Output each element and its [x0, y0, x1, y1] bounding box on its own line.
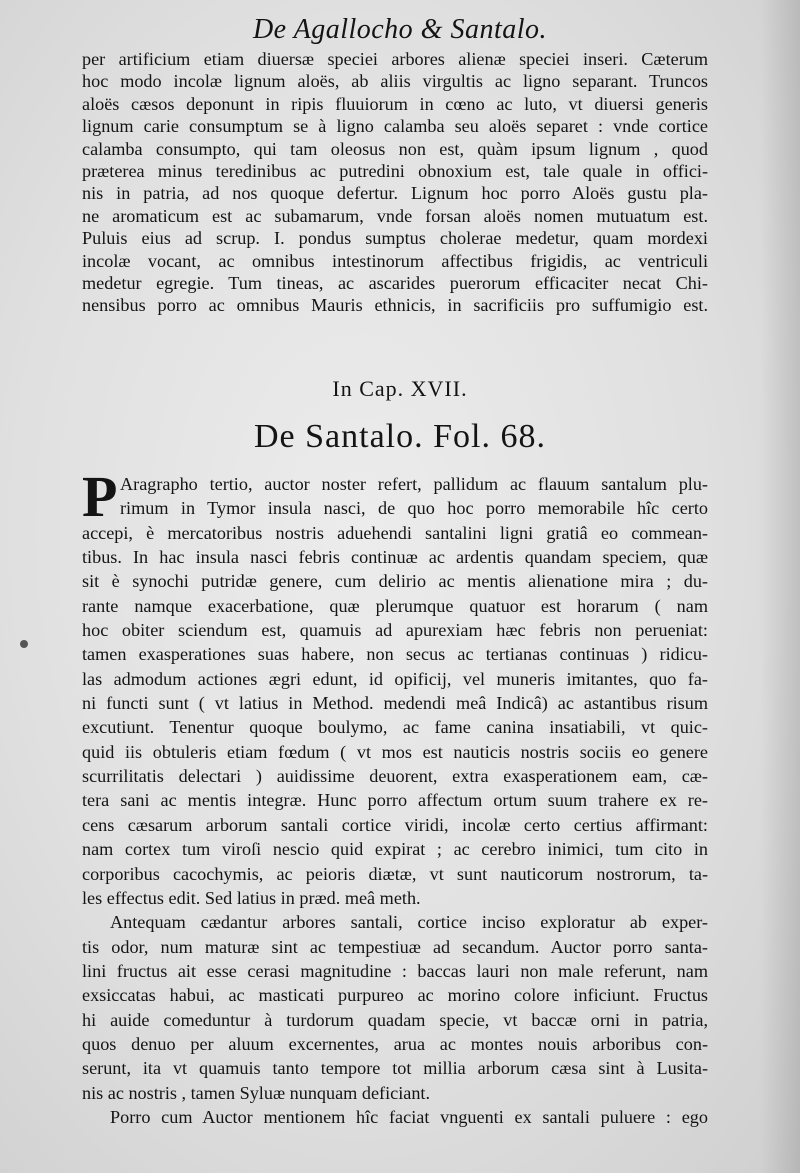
text-line: tamen exasperationes suas habere, non secus ac tertianas continuas ) ridicu-	[82, 644, 708, 665]
text-line: ne aromaticum est ac subamarum, vnde forsan aloës nomen mutuatum est.	[82, 205, 708, 226]
text-line: Antequam cædantur arbores santali, cortice inciso exploratur ab exper-	[110, 912, 708, 933]
text-line: accepi, è mercatoribus nostris aduehendi santalini ligni gratiâ eo commean-	[82, 522, 708, 543]
text-line: tis odor, num maturæ sint ac tempestiuæ ad secandum. Auctor porro santa-	[82, 936, 708, 957]
section-title: De Santalo. Fol. 68.	[254, 418, 546, 455]
agallocho-text-block	[82, 48, 708, 317]
text-line: hi auide comeduntur à turdorum quadam specie, vt baccæ orni in patria,	[82, 1009, 708, 1030]
text-line: ni functi sunt ( vt latius in Method. medendi meâ Indicâ) ac astantibus risum	[82, 693, 708, 714]
text-line: sit è synochi putridæ genere, cum delirio ac mentis alienatione mira ; du-	[82, 571, 708, 592]
text-line: excutiunt. Tenentur quoque boulymo, ac fame canina insatiabili, vt quic-	[82, 717, 708, 738]
ink-stain	[20, 640, 28, 648]
text-line: calamba consumpto, qui tam oleosus non est, quàm ipsum lignum , quod	[82, 138, 708, 159]
text-line: lini fructus ait esse cerasi magnitudine : baccas lauri non male referunt, nam	[82, 960, 708, 981]
text-line: rimum in Tymor insula nasci, de quo hoc porro memorabile hîc certo	[120, 498, 708, 519]
text-line: exsiccatas habui, ac masticati purpureo ac morino colore inficiunt. Fructus	[82, 985, 708, 1006]
text-line: tera sani ac mentis integræ. Hunc porro affectum ortum suum trahere ex re-	[82, 790, 708, 811]
chapter-heading: In Cap. XVII.	[332, 376, 468, 401]
text-line: nis in patria, ad nos quoque defertur. Lignum hoc porro Aloës gustu pla-	[82, 183, 708, 204]
text-line: las admodum actiones ægri edunt, id opificij, vel muneris imitantes, quo fa-	[82, 668, 708, 689]
text-line: quos denuo per aluum excernentes, arua ac montes nouis arboribus con-	[82, 1033, 708, 1054]
text-line: nis ac nostris , tamen Syluæ nunquam deficiant.	[82, 1082, 431, 1103]
text-line: per artificium etiam diuersæ speciei arbores alienæ speciei inseri. Cæterum	[82, 49, 708, 69]
text-line: Porro cum Auctor mentionem hîc faciat vnguenti ex santali puluere : ego	[110, 1106, 708, 1127]
text-line: nam cortex tum viroſi nescio quid expirat ; ac cerebro inimici, tum cito in	[82, 839, 708, 860]
text-line: lignum carie consumptum se à ligno calamba seu aloës separet : vnde cortice	[82, 116, 708, 137]
text-line: Puluis eius ad scrup. I. pondus sumptus cholerae medetur, quam mordexi	[82, 228, 708, 249]
text-line: quid iis obtuleris etiam fœdum ( vt mos est nauticis nostris sociis eo genere	[82, 741, 708, 762]
text-line: corporibus cacochymis, ac peioris diætæ, vt sunt nauticorum nostrorum, ta-	[82, 863, 708, 884]
text-line: Aragrapho tertio, auctor noster refert, pallidum ac flauum santalum plu-	[120, 474, 708, 494]
santalo-text-block	[82, 472, 708, 1129]
text-line: cens cæsarum arborum santali cortice viridi, incolæ certo certius affirmant:	[82, 814, 708, 835]
text-line: nensibus porro ac omnibus Mauris ethnicis, in sacrificiis pro suffumigio est.	[82, 295, 708, 316]
text-line: hoc modo incolæ lignum aloës, ab aliis virgultis ac ligno separant. Truncos	[82, 71, 708, 92]
text-line: hoc obiter sciendum est, quamuis ad apurexiam hæc febris non perueniat:	[82, 620, 708, 641]
text-line: incolæ vocant, ac omnibus intestinorum affectibus frigidis, ac ventriculi	[82, 250, 708, 271]
text-line: les effectus edit. Sed latius in præd. meâ meth.	[82, 887, 421, 908]
text-line: tibus. In hac insula nasci febris continuæ ac ardentis quandam speciem, quæ	[82, 547, 708, 568]
text-line: medetur egregie. Tum tineas, ac ascarides puerorum efficaciter necat Chi-	[82, 273, 708, 294]
drop-cap: P	[82, 464, 118, 529]
text-line: præterea minus teredinibus ac putredini obnoxium est, tale quale in offici-	[82, 161, 708, 182]
text-line: rante namque exacerbatione, quæ plerumque quatuor est horarum ( nam	[82, 595, 708, 616]
text-line: serunt, ita vt quamuis tanto tempore tot millia arborum cæsa sint à Lusita-	[82, 1058, 708, 1079]
page-edge-shadow	[760, 0, 800, 1173]
text-line: scurrilitatis delectari ) auidissime deuorent, extra exasperationem eam, cæ-	[82, 766, 708, 787]
text-line: aloës cæsos deponunt in ripis fluuiorum in cœno ac luto, vt diuersi generis	[82, 93, 708, 114]
running-head: De Agallocho & Santalo.	[252, 14, 548, 45]
